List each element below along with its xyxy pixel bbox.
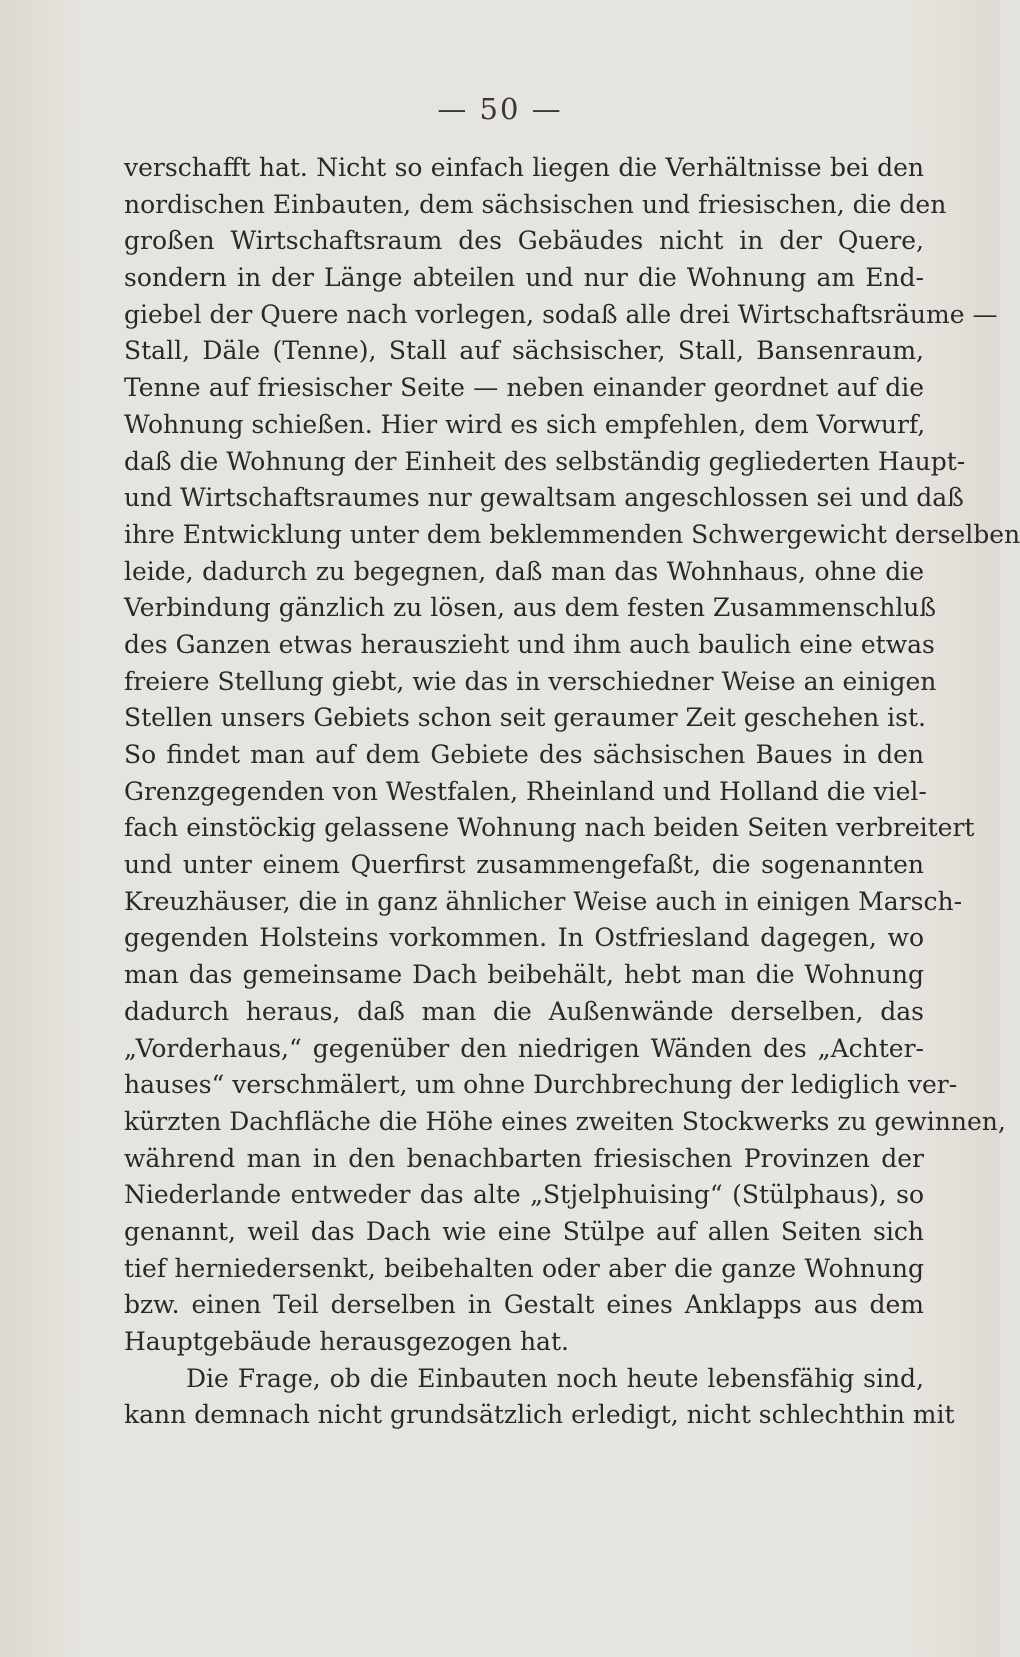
text-line: ihre Entwicklung unter dem beklemmenden Schwergewicht derselben — [124, 519, 1020, 549]
paragraph-start-line: Die Frage, ob die Einbauten noch heute lebensfähig sind, — [186, 1363, 924, 1393]
text-line: freiere Stellung giebt, wie das in verschiedner Weise an einigen — [124, 666, 937, 696]
body-text — [124, 150, 1020, 1434]
text-line: Grenzgegenden von Westfalen, Rheinland und Holland die viel- — [124, 776, 927, 806]
text-line: bzw. einen Teil derselben in Gestalt eines Anklapps aus dem — [124, 1290, 924, 1320]
text-line: giebel der Quere nach vorlegen, sodaß alle drei Wirtschaftsräume — — [124, 299, 998, 329]
text-line: man das gemeinsame Dach beibehält, hebt man die Wohnung — [124, 960, 924, 990]
text-line: während man in den benachbarten friesischen Provinzen der — [124, 1143, 924, 1173]
text-line: Niederlande entweder das alte „Stjelphuising“ (Stülphaus), so — [124, 1180, 924, 1210]
text-line: leide, dadurch zu begegnen, daß man das Wohnhaus, ohne die — [124, 556, 924, 586]
text-line: und Wirtschaftsraumes nur gewaltsam angeschlossen sei und daß — [124, 483, 964, 513]
text-line: und unter einem Querfirst zusammengefaßt, die sogenannten — [124, 850, 924, 880]
paragraph-end-line: Hauptgebäude herausgezogen hat. — [124, 1327, 569, 1356]
text-line: Wohnung schießen. Hier wird es sich empfehlen, dem Vorwurf, — [124, 409, 926, 439]
text-line: kann demnach nicht grundsätzlich erledigt, nicht schlechthin mit — [124, 1400, 955, 1430]
page-number: — 50 — — [437, 92, 563, 126]
text-line: verschafft hat. Nicht so einfach liegen die Verhältnisse bei den — [124, 153, 924, 182]
text-line: nordischen Einbauten, dem sächsischen und friesischen, die den — [124, 189, 947, 219]
text-line: Stellen unsers Gebiets schon seit geraumer Zeit geschehen ist. — [124, 703, 926, 733]
text-line: des Ganzen etwas herauszieht und ihm auch baulich eine etwas — [124, 629, 935, 659]
text-line: gegenden Holsteins vorkommen. In Ostfriesland dagegen, wo — [124, 923, 924, 953]
text-line: „Vorderhaus,“ gegenüber den niedrigen Wänden des „Achter- — [124, 1033, 924, 1063]
text-line: So findet man auf dem Gebiete des sächsischen Baues in den — [124, 740, 924, 769]
text-line: dadurch heraus, daß man die Außenwände derselben, das — [124, 996, 924, 1026]
text-line: fach einstöckig gelassene Wohnung nach beiden Seiten verbreitert — [124, 813, 975, 843]
text-line: großen Wirtschaftsraum des Gebäudes nicht in der Quere, — [124, 226, 924, 256]
text-line: genannt, weil das Dach wie eine Stülpe auf allen Seiten sich — [124, 1216, 924, 1246]
text-line: Kreuzhäuser, die in ganz ähnlicher Weise auch in einigen Marsch- — [124, 886, 963, 916]
text-line: hauses“ verschmälert, um ohne Durchbrechung der lediglich ver- — [124, 1070, 958, 1100]
text-line: Stall, Däle (Tenne), Stall auf sächsischer, Stall, Bansenraum, — [124, 336, 924, 366]
text-line: kürzten Dachfläche die Höhe eines zweiten Stockwerks zu gewinnen, — [124, 1106, 1006, 1136]
text-line: Verbindung gänzlich zu lösen, aus dem festen Zusammenschluß — [124, 593, 937, 623]
text-line: tief herniedersenkt, beibehalten oder aber die ganze Wohnung — [124, 1253, 924, 1283]
text-line: sondern in der Länge abteilen und nur die Wohnung am End- — [124, 263, 924, 293]
text-line: Tenne auf friesischer Seite — neben einander geordnet auf die — [124, 373, 924, 403]
text-line: daß die Wohnung der Einheit des selbständig gegliederten Haupt- — [124, 446, 966, 476]
